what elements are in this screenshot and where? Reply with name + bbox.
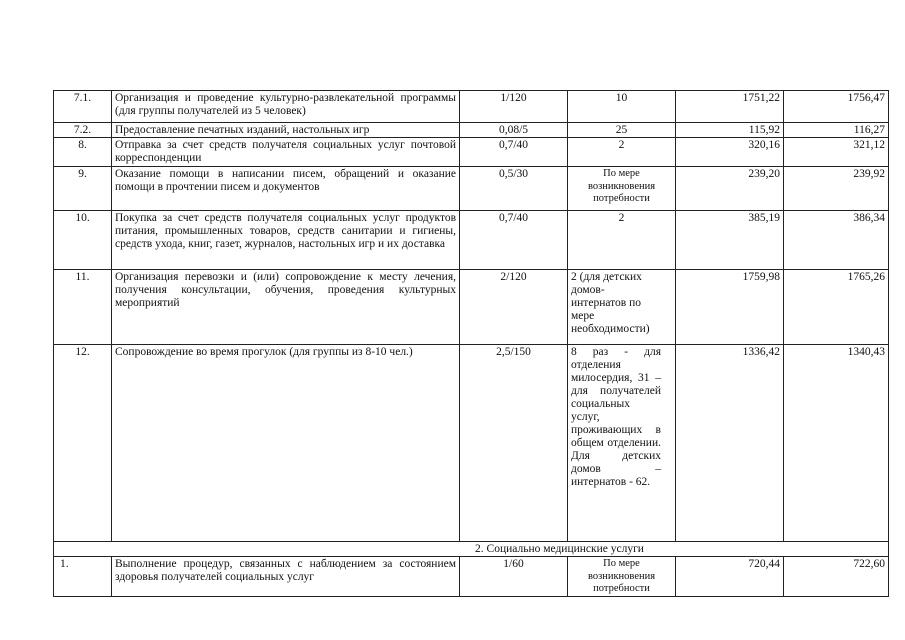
time-norm: 0,08/5: [460, 123, 568, 138]
row-number: 1.: [54, 557, 112, 597]
frequency: 2: [568, 138, 676, 167]
price-1: 239,20: [676, 167, 784, 211]
table-row: [54, 270, 889, 345]
time-norm: 0,7/40: [460, 211, 568, 270]
service-name: Организация и проведение культурно-развлекательной программы (для группы получателей из 5 человек): [112, 91, 460, 123]
time-norm: 1/120: [460, 91, 568, 123]
service-name: Оказание помощи в написании писем, обращений и оказание помощи в прочтении писем и документов: [112, 167, 460, 211]
price-2: 116,27: [784, 123, 889, 138]
table-row: [54, 167, 889, 211]
price-2: 386,34: [784, 211, 889, 270]
table-row: [54, 557, 889, 597]
service-name: Отправка за счет средств получателя социальных услуг почтовой корреспонденции: [112, 138, 460, 167]
price-1: 385,19: [676, 211, 784, 270]
table-row: [54, 91, 889, 123]
frequency: По мере возникновения потребности: [568, 167, 676, 211]
service-name: Выполнение процедур, связанных с наблюдением за состоянием здоровья получателей социальных услуг: [112, 557, 460, 597]
row-number: 7.1.: [54, 91, 112, 123]
row-number: 10.: [54, 211, 112, 270]
time-norm: 1/60: [460, 557, 568, 597]
frequency: 25: [568, 123, 676, 138]
price-2: 1340,43: [784, 345, 889, 542]
price-2: 1756,47: [784, 91, 889, 123]
table-row: [54, 345, 889, 542]
price-1: 1751,22: [676, 91, 784, 123]
price-1: 320,16: [676, 138, 784, 167]
row-number: 7.2.: [54, 123, 112, 138]
row-number: 9.: [54, 167, 112, 211]
service-name: Организация перевозки и (или) сопровождение к месту лечения, получения консультации, обучения, проведения культурных мероприятий: [112, 270, 460, 345]
price-2: 1765,26: [784, 270, 889, 345]
time-norm: 0,7/40: [460, 138, 568, 167]
table-row: [54, 138, 889, 167]
price-1: 1336,42: [676, 345, 784, 542]
service-name: Сопровождение во время прогулок (для группы из 8-10 чел.): [112, 345, 460, 542]
table-row: [54, 123, 889, 138]
row-number: 8.: [54, 138, 112, 167]
frequency: 2 (для детских домов-интернатов по мере необходимости): [568, 270, 676, 345]
time-norm: 2,5/150: [460, 345, 568, 542]
price-2: 239,92: [784, 167, 889, 211]
service-name: Предоставление печатных изданий, настольных игр: [112, 123, 460, 138]
table-row: [54, 211, 889, 270]
frequency: По мере возникновения потребности: [568, 557, 676, 597]
frequency: 2: [568, 211, 676, 270]
price-1: 1759,98: [676, 270, 784, 345]
service-name: Покупка за счет средств получателя социальных услуг продуктов питания, промышленных товаров, средств санитарии и гигиены, средств ухода, книг, газет, журналов, настольных игр и их доставка: [112, 211, 460, 270]
row-number: 12.: [54, 345, 112, 542]
section-header-row: [54, 542, 889, 557]
frequency: 8 раз - для отделения милосердия, 31 – для получателей социальных услуг, проживающих в общем отделении. Для детских домов – интернатов - 62.: [568, 345, 676, 542]
row-number: 11.: [54, 270, 112, 345]
price-2: 722,60: [784, 557, 889, 597]
time-norm: 2/120: [460, 270, 568, 345]
section-title: 2. Социально медицинские услуги: [54, 542, 889, 557]
frequency: 10: [568, 91, 676, 123]
tariff-table: [53, 90, 889, 597]
time-norm: 0,5/30: [460, 167, 568, 211]
price-1: 115,92: [676, 123, 784, 138]
price-1: 720,44: [676, 557, 784, 597]
price-2: 321,12: [784, 138, 889, 167]
